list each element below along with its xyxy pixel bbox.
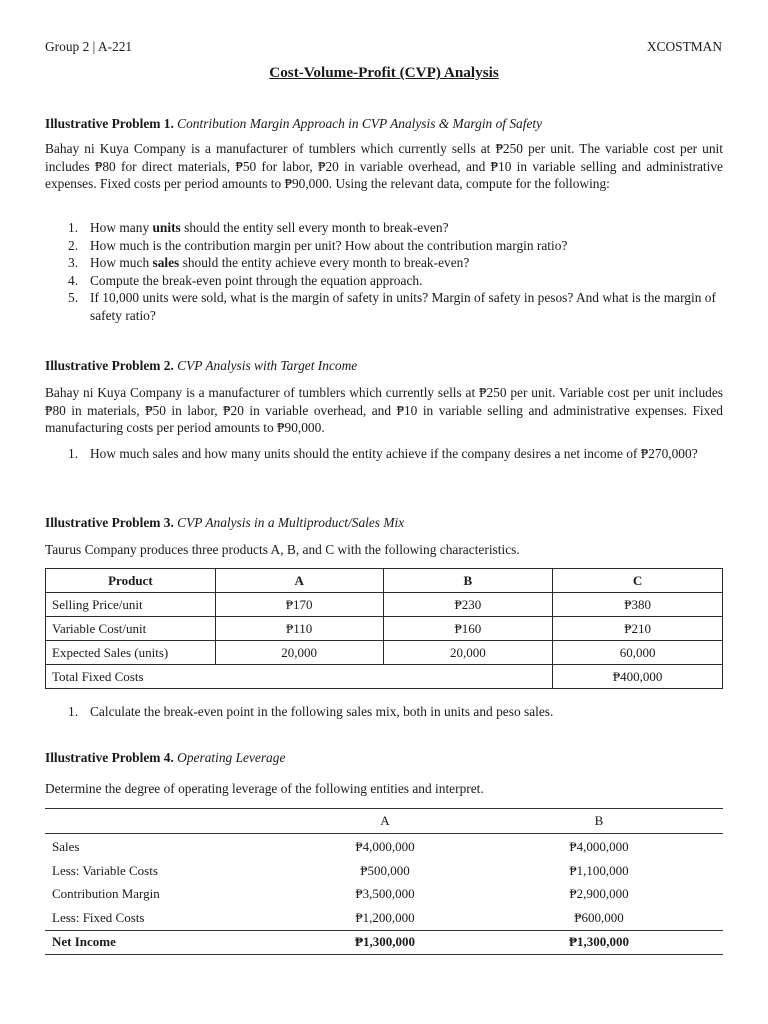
- total-fixed-costs-row: Total Fixed Costs ₱400,000: [46, 665, 723, 689]
- problem-2-label: Illustrative Problem 2.: [45, 358, 174, 373]
- product-characteristics-table: [45, 568, 723, 689]
- keyword-units: units: [152, 220, 181, 235]
- question-item: 3. How much sales should the entity achieve every month to break-even?: [68, 255, 470, 271]
- operating-leverage-table: [45, 808, 723, 955]
- problem-1-questions: [68, 219, 723, 325]
- problem-4-intro: Determine the degree of operating leverage of the following entities and interpret.: [45, 781, 484, 796]
- keyword-sales: sales: [152, 255, 180, 271]
- column-header: B: [383, 569, 553, 593]
- table-row: Contribution Margin ₱3,500,000 ₱2,900,000: [52, 886, 629, 902]
- table-row: Less: Fixed Costs ₱1,200,000 ₱600,000: [52, 909, 624, 925]
- problem-2-heading: [45, 358, 357, 374]
- problem-1-subtitle: Contribution Margin Approach in CVP Analysis & Margin of Safety: [177, 116, 543, 131]
- table-header-row: [46, 569, 723, 593]
- question-item: 2. How much is the contribution margin per unit? How about the contribution margin ratio?: [68, 237, 568, 253]
- column-header: Product: [46, 569, 216, 593]
- problem-1-heading: [45, 116, 542, 132]
- question-item: 5. If 10,000 units were sold, what is the margin of safety in units? Margin of safety in pesos? And what is the margin of safety ratio?: [68, 290, 716, 323]
- table-row: Less: Variable Costs ₱500,000 ₱1,100,000: [52, 862, 629, 878]
- question-item: 1. How many units should the entity sell every month to break-even?: [68, 220, 449, 235]
- header-course-code: XCOSTMAN: [646, 39, 722, 54]
- problem-3-label: Illustrative Problem 3.: [45, 515, 174, 530]
- problem-3-questions: [68, 703, 723, 721]
- question-item: 4. Compute the break-even point through the equation approach.: [68, 272, 423, 288]
- problem-3-subtitle: CVP Analysis in a Multiproduct/Sales Mix: [177, 515, 405, 530]
- problem-2-intro: Bahay ni Kuya Company is a manufacturer of tumblers which currently sells at ₱250 per unit. Variable cost per unit includes ₱80 in materials, ₱50 in labor, ₱20 in variable overhead, and ₱10 in variable selling and administrative expenses. Fixed manufacturing costs per period amounts to ₱90,000.: [45, 385, 723, 436]
- column-header: A: [215, 569, 383, 593]
- table-row: Sales ₱4,000,000 ₱4,000,000: [52, 839, 629, 855]
- problem-2-questions: [68, 445, 723, 463]
- problem-3-intro: Taurus Company produces three products A, B, and C with the following characteristics.: [45, 542, 520, 557]
- column-header: A: [295, 809, 475, 834]
- question-item: 1. How much sales and how many units should the entity achieve if the company desires a net income of ₱270,000?: [68, 446, 698, 461]
- question-item: 1. Calculate the break-even point in the following sales mix, both in units and peso sales.: [68, 704, 554, 719]
- column-header: B: [475, 809, 723, 834]
- problem-4-heading: [45, 750, 285, 766]
- table-header-row: [45, 809, 723, 834]
- problem-1-label: Illustrative Problem 1.: [45, 116, 174, 131]
- problem-2-subtitle: CVP Analysis with Target Income: [177, 358, 358, 373]
- page-title: Cost-Volume-Profit (CVP) Analysis: [269, 64, 499, 81]
- problem-3-heading: [45, 515, 404, 531]
- table-row: Variable Cost/unit ₱110 ₱160 ₱210: [46, 617, 723, 641]
- net-income-row: Net Income ₱1,300,000 ₱1,300,000: [45, 930, 723, 955]
- table-row: Selling Price/unit ₱170 ₱230 ₱380: [46, 593, 723, 617]
- problem-4-label: Illustrative Problem 4.: [45, 750, 174, 765]
- header-group-label: Group 2 | A-221: [45, 39, 133, 54]
- column-header: [45, 809, 295, 834]
- column-header: C: [553, 569, 723, 593]
- table-row: Expected Sales (units) 20,000 20,000 60,000: [46, 641, 723, 665]
- problem-1-intro: Bahay ni Kuya Company is a manufacturer of tumblers which currently sells at ₱250 per unit. The variable cost per unit includes ₱80 for direct materials, ₱50 for labor, ₱20 in variable overhead, and ₱10 in variable selling and administrative expenses. Fixed costs per period amounts to ₱90,000. Using the relevant data, compute for the following:: [45, 141, 723, 192]
- problem-4-subtitle: Operating Leverage: [177, 750, 286, 765]
